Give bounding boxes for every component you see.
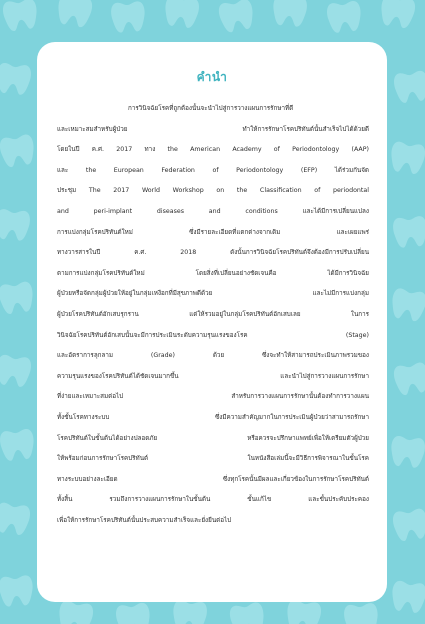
body-line: การแบ่งกลุ่มโรคปริทันต์ใหม่ ซึ่งมีรายละเอียดที่แตกต่างจากเดิม และเผยแพร่ [57, 228, 369, 236]
body-line: โรคปริทันต์ในขั้นต้นได้อย่างปลอดภัย หรือควรจะปรึกษาแพทย์เพื่อให้เตรียมตัวผู้ป่วย [57, 434, 369, 442]
body-line: ตามการแบ่งกลุ่มโรคปริทันต์ใหม่ โดยสิ่งที่เปลี่ยนอย่างชัดเจนคือ ได้มีการวินิจฉัย [57, 269, 369, 277]
body-line: การวินิจฉัยโรคที่ถูกต้องนั้นจะนำไปสู่การวางแผนการรักษาที่ดี [128, 105, 294, 112]
body-line: ทางวารสารในปี ค.ศ. 2018 ดังนั้นการวินิจฉัยโรคปริทันต์จึงต้องมีการปรับเปลี่ยน [57, 249, 369, 257]
body-line: ที่ง่ายและเหมาะสมต่อไป สำหรับการวางแผนการรักษานั้นต้องทำการวางแผน [57, 393, 369, 401]
body-line: ผู้ป่วยโรคปริทันต์อักเสบรุกราน แต่ให้รวมอยู่ในกลุ่มโรคปริทันต์อักเสบเลย ในการ [57, 310, 369, 318]
body-line: and peri-implant diseases and conditions และได้มีการเปลี่ยนแปลง [57, 207, 369, 215]
body-line: ให้พร้อมก่อนการรักษาโรคปริทันต์ ในหนังสือเล่มนี้จะมีวิธีการพิจารณาในขั้นโรค [57, 455, 369, 463]
body-line: ความรุนแรงของโรคปริทันต์ได้ชัดเจนมากขึ้น และนำไปสู่การวางแผนการรักษา [57, 372, 369, 380]
body-line: ผู้ป่วยหรือจัดกลุ่มผู้ป่วยให้อยู่ในกลุ่มเหงือกที่มีสุขภาพดีด้วย และไม่มีการแบ่งกลุ่ม [57, 290, 369, 298]
body-line: ทางระบบอย่างละเอียด ซึ่งทุกโรคนั้นมีผลและเกี่ยวข้องในการรักษาโรคปริทันต์ [57, 475, 369, 483]
body-line: และ the European Federation of Periodontology (EFP) ได้ร่วมกันจัด [57, 166, 369, 174]
foreword-card [37, 42, 387, 602]
foreword-body [57, 99, 369, 531]
body-line: โดยในปี ค.ศ. 2017 ทาง the American Academy of Periodontology (AAP) [57, 146, 369, 154]
body-line: วินิจฉัยโรคปริทันต์อักเสบนั้นจะมีการประเมินระดับความรุนแรงของโรค (Stage) [57, 331, 369, 339]
body-line: ประชุม The 2017 World Workshop on the Classification of periodontal [57, 187, 369, 195]
body-line: และเหมาะสมสำหรับผู้ป่วย ทำให้การรักษาโรคปริทันต์นั้นสำเร็จไปได้ด้วยดี [57, 125, 369, 133]
page-title: คำนำ [196, 70, 228, 84]
body-line: ทั้งสิ้น รวมถึงการวางแผนการรักษาในขั้นต้น ขั้นแก้ไข และขั้นประคับประคอง [57, 496, 369, 504]
body-line: เพื่อให้การรักษาโรคปริทันต์นั้นประสบความสำเร็จและยั่งยืนต่อไป [57, 516, 232, 524]
body-line: และอัตราการลุกลาม (Grade) ด้วย ซึ่งจะทำให้สามารถประเมินภาพรวมของ [57, 352, 369, 360]
body-line: ทั้งขั้นโรคทางระบบ ซึ่งมีความสำคัญมากในการประเมินผู้ป่วยว่าสามารถรักษา [57, 413, 369, 421]
